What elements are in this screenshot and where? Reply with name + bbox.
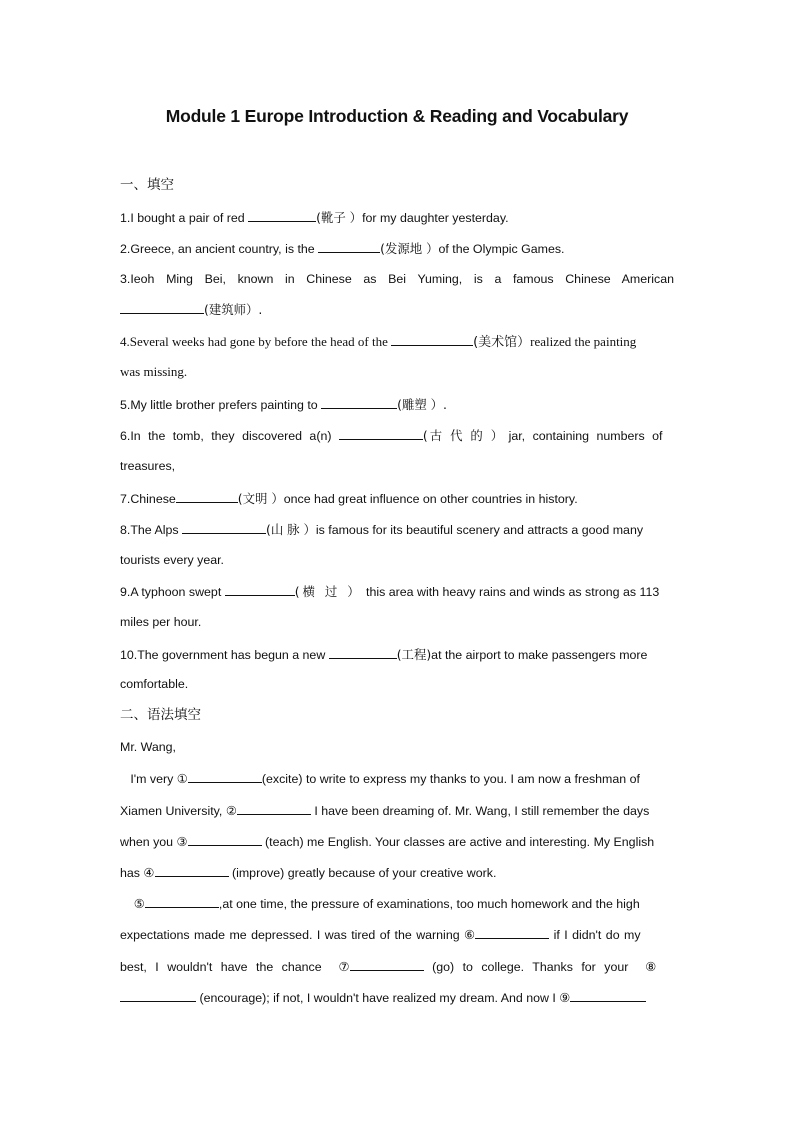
chinese-hint: (美术馆） bbox=[473, 335, 531, 350]
passage-line bbox=[120, 895, 674, 912]
question-text: at the airport to make passengers more bbox=[431, 648, 648, 662]
passage-text: has bbox=[120, 866, 144, 880]
chinese-hint: (靴子 ） bbox=[316, 210, 363, 225]
blank-number: ② bbox=[225, 803, 237, 818]
question-10-line-1 bbox=[120, 646, 674, 663]
chinese-hint: (工程) bbox=[396, 647, 432, 662]
chinese-hint: (文明 ） bbox=[237, 491, 284, 506]
answer-blank[interactable] bbox=[329, 646, 397, 659]
question-9-line-1 bbox=[120, 583, 674, 600]
answer-blank[interactable] bbox=[248, 209, 316, 222]
section-heading-grammar-fill: 二、语法填空 bbox=[120, 707, 201, 722]
question-text: jar, containing numbers of bbox=[508, 429, 663, 443]
chinese-hint: (横 过 ） bbox=[294, 584, 363, 599]
passage-text: (improve) greatly because of your creative work. bbox=[228, 866, 497, 880]
blank-number: ③ bbox=[176, 834, 188, 849]
blank-number: ① bbox=[176, 771, 188, 786]
blank-number: ⑥ bbox=[464, 927, 476, 942]
passage-line bbox=[120, 770, 674, 787]
question-text: 5.My little brother prefers painting to bbox=[120, 398, 322, 412]
question-2 bbox=[120, 240, 674, 257]
passage-text: I'm very bbox=[130, 772, 177, 786]
chinese-hint: (古 代 的 ） bbox=[422, 428, 506, 443]
question-4-line-1 bbox=[120, 333, 674, 351]
passage-line bbox=[120, 864, 674, 881]
question-3-line-2 bbox=[120, 301, 674, 318]
passage-text: ,at one time, the pressure of examinations, too much homework and the high bbox=[218, 897, 640, 911]
passage-line bbox=[120, 833, 674, 850]
passage-line bbox=[120, 802, 674, 819]
question-text: once had great influence on other countries in history. bbox=[283, 492, 578, 506]
answer-blank[interactable] bbox=[350, 958, 424, 971]
chinese-hint: (发源地 ） bbox=[380, 241, 439, 256]
answer-blank[interactable] bbox=[570, 989, 646, 1002]
question-8-line-1 bbox=[120, 521, 674, 538]
question-3-line-1: 3.Ieoh Ming Bei, known in Chinese as Bei Yuming, is a famous Chinese American bbox=[120, 272, 674, 286]
passage-text: expectations made me depressed. I was tired of the warning bbox=[120, 928, 465, 942]
letter-salutation: Mr. Wang, bbox=[120, 740, 176, 754]
question-text: of the Olympic Games. bbox=[438, 242, 565, 256]
chinese-hint: (建筑师）. bbox=[204, 302, 263, 317]
passage-text: when you bbox=[120, 835, 177, 849]
blank-number: ④ bbox=[143, 865, 155, 880]
passage-text: if I didn't do my bbox=[549, 928, 641, 942]
chinese-hint: (雕塑 ）. bbox=[397, 397, 447, 412]
passage-text: I have been dreaming of. Mr. Wang, I still remember the days bbox=[310, 804, 650, 818]
blank-number: ⑧ bbox=[645, 959, 657, 974]
answer-blank[interactable] bbox=[391, 333, 473, 346]
answer-blank[interactable] bbox=[475, 926, 549, 939]
answer-blank[interactable] bbox=[237, 802, 311, 815]
answer-blank[interactable] bbox=[182, 521, 266, 534]
question-4-line-2: was missing. bbox=[120, 364, 188, 379]
answer-blank[interactable] bbox=[188, 833, 262, 846]
section-heading-fill-blanks: 一、填空 bbox=[120, 177, 174, 192]
passage-line bbox=[120, 989, 674, 1006]
answer-blank[interactable] bbox=[145, 895, 219, 908]
passage-line bbox=[120, 926, 674, 943]
question-text: 10.The government has begun a new bbox=[120, 648, 329, 662]
question-text: for my daughter yesterday. bbox=[362, 211, 509, 225]
question-text: 4.Several weeks had gone by before the head of the bbox=[120, 334, 392, 349]
answer-blank[interactable] bbox=[155, 864, 229, 877]
answer-blank[interactable] bbox=[339, 427, 423, 440]
question-1 bbox=[120, 209, 674, 226]
question-10-line-2: comfortable. bbox=[120, 677, 189, 691]
question-text: realized the painting bbox=[530, 334, 637, 349]
passage-text: best, I wouldn't have the chance bbox=[120, 960, 331, 974]
question-text: this area with heavy rains and winds as strong as 113 bbox=[366, 585, 660, 599]
answer-blank[interactable] bbox=[120, 301, 204, 314]
question-5 bbox=[120, 396, 674, 413]
question-text: 6.In the tomb, they discovered a(n) bbox=[120, 429, 339, 443]
answer-blank[interactable] bbox=[321, 396, 397, 409]
question-text: 2.Greece, an ancient country, is the bbox=[120, 242, 319, 256]
blank-number: ⑦ bbox=[338, 959, 350, 974]
blank-number: ⑤ bbox=[133, 896, 145, 911]
question-text: 9.A typhoon swept bbox=[120, 585, 225, 599]
page-title: Module 1 Europe Introduction & Reading and Vocabulary bbox=[165, 106, 629, 126]
passage-text: (teach) me English. Your classes are active and interesting. My English bbox=[261, 835, 655, 849]
blank-number: ⑨ bbox=[559, 990, 571, 1005]
passage-line bbox=[120, 958, 674, 975]
question-text: 1.I bought a pair of red bbox=[120, 211, 249, 225]
question-6-line-2: treasures, bbox=[120, 459, 176, 473]
answer-blank[interactable] bbox=[176, 490, 238, 503]
passage-text: (go) to college. Thanks for your bbox=[423, 960, 637, 974]
question-6-line-1 bbox=[120, 427, 674, 444]
question-text: is famous for its beautiful scenery and attracts a good many bbox=[315, 523, 644, 537]
passage-text: (encourage); if not, I wouldn't have realized my dream. And now I bbox=[196, 991, 560, 1005]
passage-text: (excite) to write to express my thanks to you. I am now a freshman of bbox=[261, 772, 640, 786]
question-text: 8.The Alps bbox=[120, 523, 182, 537]
chinese-hint: (山 脉 ） bbox=[266, 522, 316, 537]
answer-blank[interactable] bbox=[120, 989, 196, 1002]
passage-text: Xiamen University, bbox=[120, 804, 226, 818]
answer-blank[interactable] bbox=[188, 770, 262, 783]
question-8-line-2: tourists every year. bbox=[120, 553, 224, 567]
answer-blank[interactable] bbox=[318, 240, 380, 253]
answer-blank[interactable] bbox=[225, 583, 295, 596]
question-9-line-2: miles per hour. bbox=[120, 615, 202, 629]
question-text: 7.Chinese bbox=[120, 492, 176, 506]
question-7 bbox=[120, 490, 674, 507]
